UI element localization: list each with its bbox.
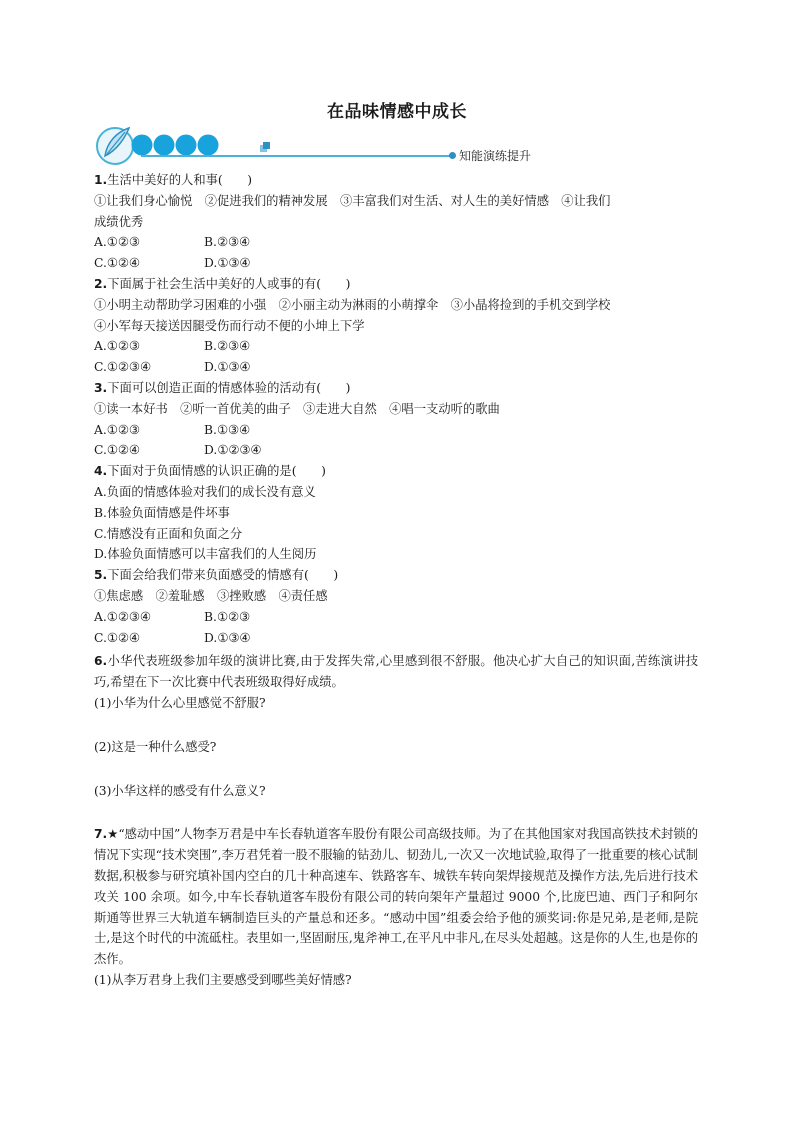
- exercise-content: [94, 170, 698, 991]
- option-a: A.①②③: [94, 339, 140, 354]
- option-c: C.情感没有正面和负面之分: [94, 526, 243, 541]
- option-b: B.①③④: [204, 422, 251, 437]
- option-c: C.①②④: [94, 630, 140, 645]
- option-b: B.②③④: [204, 339, 251, 354]
- small-square-icon: [260, 142, 270, 152]
- option-a: A.负面的情感体验对我们的成长没有意义: [94, 484, 316, 499]
- option-row: [94, 232, 698, 253]
- question-statements: ①焦虑感 ②羞耻感 ③挫败感 ④责任感: [94, 588, 328, 603]
- option-row: [94, 357, 698, 378]
- option-d: D.①③④: [204, 256, 251, 271]
- option-a: A.①②③④: [94, 609, 151, 624]
- option-a: A.①②③: [94, 235, 140, 250]
- option-d: D.体验负面情感可以丰富我们的人生阅历: [94, 547, 317, 562]
- question-6: [94, 651, 698, 824]
- option-b: B.体验负面情感是件坏事: [94, 505, 230, 520]
- star-marker: ★: [107, 827, 119, 842]
- option-row: [94, 607, 698, 628]
- question-stem: 1.生活中美好的人和事( ): [94, 173, 253, 187]
- sub-question-1: (1)从李万君身上我们主要感受到哪些美好情感?: [94, 972, 352, 987]
- option-c: C.①②④: [94, 443, 140, 458]
- option-row: [94, 440, 698, 461]
- option-c: C.①②③④: [94, 360, 151, 375]
- option-b: B.②③④: [204, 235, 251, 250]
- option-row: [94, 628, 698, 649]
- question-passage: 7.★“感动中国”人物李万君是中车长春轨道客车股份有限公司高级技师。为了在其他国家对我国高铁技术封锁的情况下实现“技术突围”,李万君凭着一股不服输的钻劲儿、韧劲儿,一次又一次地试验,取得了一批重要的核心试制数据,积极参与研究填补国内空白的几十种高速车、铁路客车、城铁车转向架焊接规范及操作方法,先后进行技术攻关 100 余项。如今,中车长春轨道客车股份有限公司的转向架年产量超过 9000 个,比庞巴迪、西门子和阿尔斯通等世界三大轨道车辆制造巨头的产量总和还多。“感动中国”组委会给予他的颁奖词:你是兄弟,是老师,是院士,是这个时代的中流砥柱。表里如一,坚固耐压,鬼斧神工,在平凡中非凡,在尽头处超越。这是你的人生,也是你的杰作。: [94, 827, 698, 967]
- option-d: D.①②③④: [204, 443, 262, 458]
- question-stem: 3.下面可以创造正面的情感体验的活动有( ): [94, 380, 351, 395]
- question-statements: ①读一本好书 ②听一首优美的曲子 ③走进大自然 ④唱一支动听的歌曲: [94, 401, 500, 416]
- question-statements-cont: ④小军每天接送因腿受伤而行动不便的小坤上下学: [94, 318, 365, 333]
- option-row: [94, 336, 698, 357]
- option-d: D.①③④: [204, 360, 251, 375]
- section-label: 知能演练提升: [459, 149, 532, 163]
- question-7: [94, 824, 698, 990]
- option-row: [94, 253, 698, 274]
- option-d: D.①③④: [204, 630, 251, 645]
- banner-rule-end-dot: [449, 152, 456, 159]
- page-title: 在品味情感中成长: [327, 102, 467, 122]
- question-statements: ①小明主动帮助学习困难的小强 ②小丽主动为淋雨的小萌撑伞 ③小晶将捡到的手机交到学校: [94, 297, 611, 312]
- question-statements-cont: 成绩优秀: [94, 214, 144, 229]
- question-5: [94, 565, 698, 648]
- option-b: B.①②③: [204, 609, 251, 624]
- question-stem: 4.下面对于负面情感的认识正确的是( ): [94, 464, 326, 479]
- question-stem: 5.下面会给我们带来负面感受的情感有( ): [94, 568, 339, 583]
- question-passage: 6.小华代表班级参加年级的演讲比赛,由于发挥失常,心里感到很不舒服。他决心扩大自己的知识面,苦练演讲技巧,希望在下一次比赛中代表班级取得好成绩。: [94, 654, 698, 690]
- answer-space: [94, 801, 698, 824]
- section-banner: [93, 122, 703, 166]
- sub-question-1: (1)小华为什么心里感觉不舒服?: [94, 695, 266, 710]
- option-a: A.①②③: [94, 422, 140, 437]
- question-stem: 2.下面属于社会生活中美好的人或事的有( ): [94, 276, 351, 291]
- question-4: [94, 461, 698, 565]
- question-statements: ①让我们身心愉悦 ②促进我们的精神发展 ③丰富我们对生活、对人生的美好情感 ④让我们: [94, 193, 611, 208]
- option-row: [94, 420, 698, 441]
- option-c: C.①②④: [94, 256, 140, 271]
- sub-question-2: (2)这是一种什么感受?: [94, 739, 217, 754]
- question-2: [94, 274, 698, 378]
- decorative-dots: [131, 134, 311, 156]
- question-3: [94, 378, 698, 461]
- sub-question-3: (3)小华这样的感受有什么意义?: [94, 783, 266, 798]
- answer-space: [94, 714, 698, 737]
- banner-rule: [141, 155, 451, 157]
- answer-space: [94, 758, 698, 781]
- question-1: [94, 170, 698, 274]
